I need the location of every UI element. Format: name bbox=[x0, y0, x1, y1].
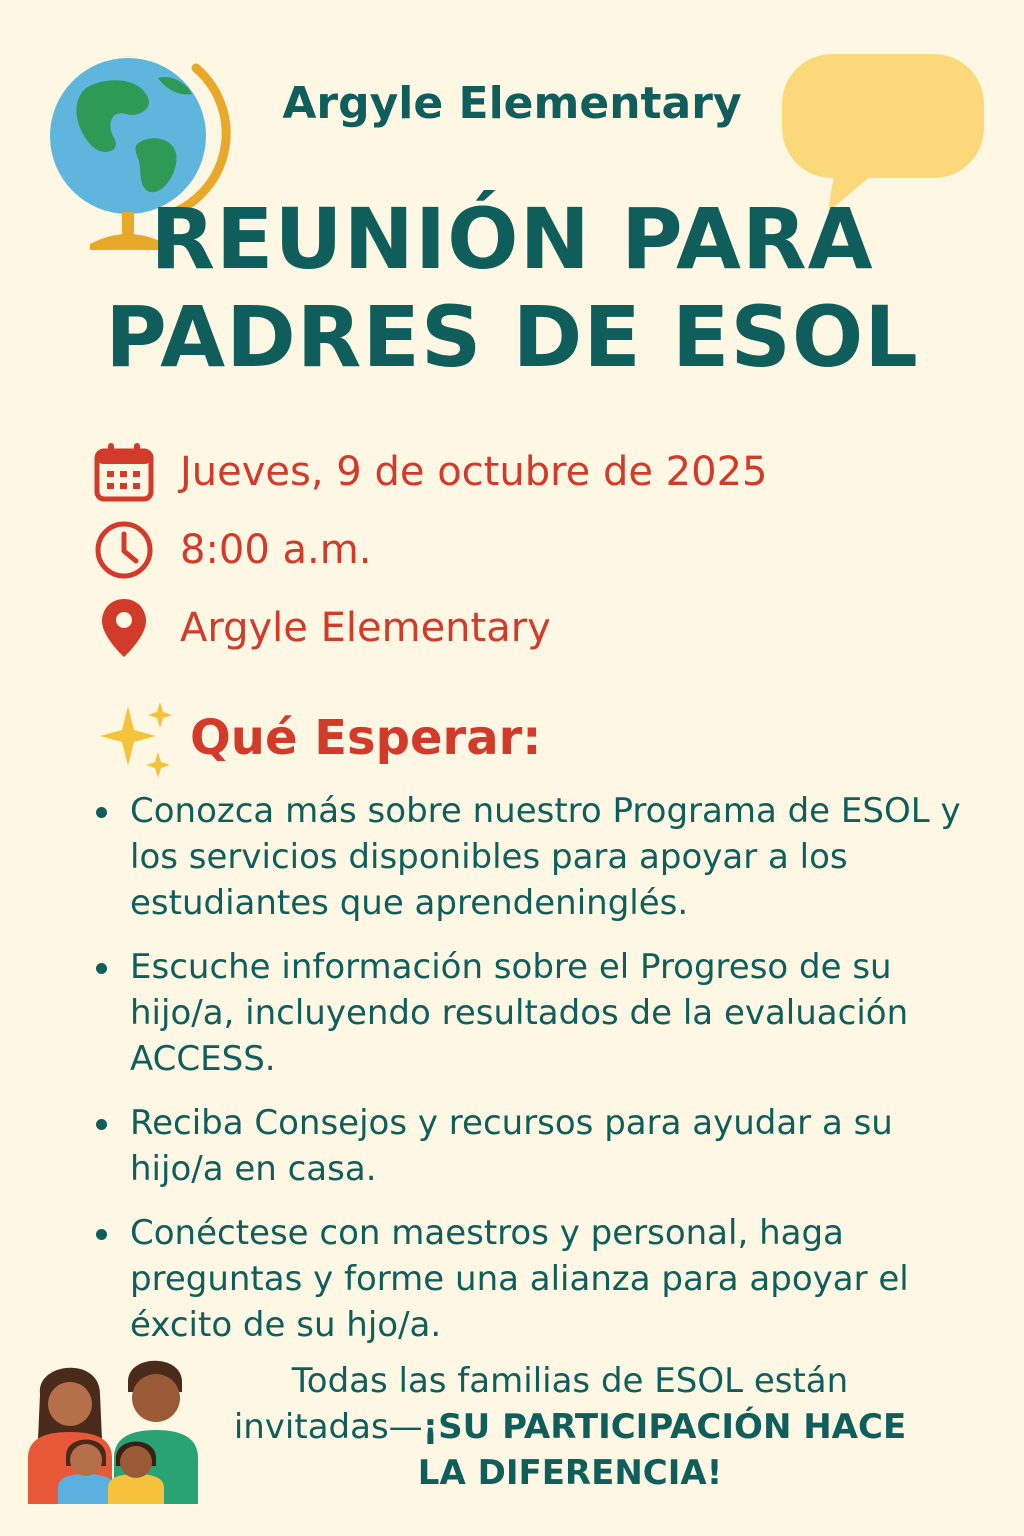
sparkles-icon bbox=[94, 700, 180, 780]
event-location-row bbox=[92, 596, 551, 660]
page-title bbox=[0, 190, 1024, 386]
list-item: Conéctese con maestros y personal, haga preguntas y forme una alianza para apoyar el éxcito de su hjo/a. bbox=[92, 1210, 972, 1348]
closing-line-2 bbox=[200, 1404, 940, 1450]
school-name: Argyle Elementary bbox=[282, 78, 742, 129]
closing-line-2-strong: ¡SU PARTICIPACIÓN HACE bbox=[422, 1407, 907, 1447]
clock-icon bbox=[92, 518, 156, 582]
expect-list bbox=[92, 788, 972, 1366]
list-item: Reciba Consejos y recursos para ayudar a su hijo/a en casa. bbox=[92, 1100, 972, 1192]
list-item: Escuche información sobre el Progreso de su hijo/a, incluyendo resultados de la evaluación ACCESS. bbox=[92, 944, 972, 1082]
event-time: 8:00 a.m. bbox=[180, 527, 372, 573]
event-date: Jueves, 9 de octubre de 2025 bbox=[180, 449, 768, 495]
event-time-row bbox=[92, 518, 371, 582]
title-line-1: REUNIÓN PARA bbox=[150, 190, 874, 288]
event-location: Argyle Elementary bbox=[180, 605, 551, 651]
family-icon bbox=[22, 1348, 202, 1504]
expect-heading: Qué Esperar: bbox=[190, 710, 542, 766]
title-line-2: PADRES DE ESOL bbox=[105, 288, 919, 386]
list-item: Conozca más sobre nuestro Programa de ESOL y los servicios disponibles para apoyar a los estudiantes que aprendeninglés. bbox=[92, 788, 972, 926]
closing-message bbox=[200, 1358, 940, 1496]
calendar-icon bbox=[92, 440, 156, 504]
event-date-row bbox=[92, 440, 767, 504]
closing-line-3: LA DIFERENCIA! bbox=[417, 1453, 723, 1493]
closing-line-2-lead: invitadas— bbox=[233, 1407, 423, 1447]
closing-line-1: Todas las familias de ESOL están bbox=[291, 1361, 849, 1401]
location-pin-icon bbox=[92, 596, 156, 660]
